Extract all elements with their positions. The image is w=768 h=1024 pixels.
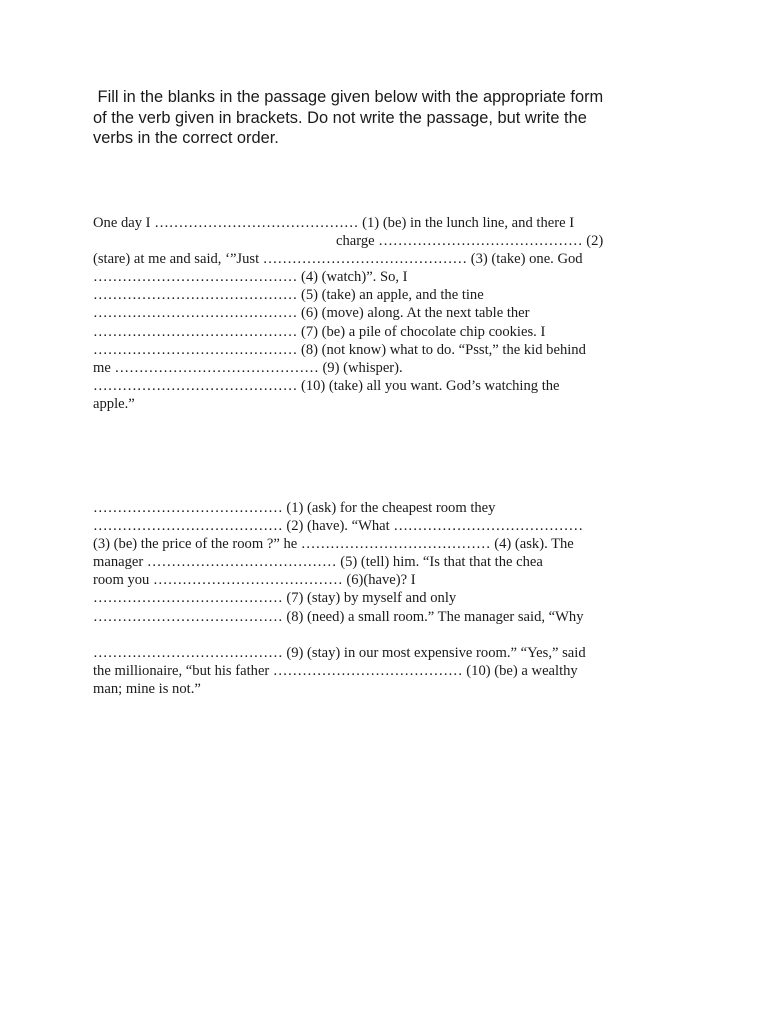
passage-line: ………………………………… (2) (have). “What ………………………………… — [93, 518, 584, 535]
passage-two — [93, 499, 683, 698]
passage-line: ………………………………… (1) (ask) for the cheapest room they — [93, 500, 496, 516]
instructions-line: of the verb given in brackets. Do not write the passage, but write the — [93, 108, 587, 127]
passage-line: …………………………………… (6) (move) along. At the next table ther — [93, 305, 530, 322]
passage-line: room you ………………………………… (6)(have)? I — [93, 572, 416, 589]
passage-line: …………………………………… (8) (not know) what to do. “Psst,” the kid behind — [93, 341, 586, 358]
passage-line: the millionaire, “but his father ………………………………… (10) (be) a wealthy — [93, 662, 578, 679]
passage-line: manager ………………………………… (5) (tell) him. “Is that that the chea — [93, 554, 543, 571]
instructions-paragraph — [93, 87, 673, 149]
passage-one — [93, 214, 683, 413]
instructions-line: verbs in the correct order. — [93, 129, 279, 147]
passage-line: me …………………………………… (9) (whisper). — [93, 359, 403, 376]
passage-line: …………………………………… (5) (take) an apple, and the tine — [93, 287, 484, 304]
passage-line: …………………………………… (7) (be) a pile of chocolate chip cookies. I — [93, 323, 546, 340]
passage-line: ………………………………… (8) (need) a small room.” The manager said, “Why — [93, 608, 584, 625]
passage-line: charge …………………………………… (2) — [336, 233, 604, 250]
instructions-line: Fill in the blanks in the passage given below with the appropriate form — [93, 88, 604, 106]
passage-line: (stare) at me and said, ‘”Just …………………………………… (3) (take) one. God — [93, 251, 583, 268]
passage-line: man; mine is not.” — [93, 680, 201, 697]
passage-line: (3) (be) the price of the room ?” he ………………………………… (4) (ask). The — [93, 536, 574, 553]
passage-line: …………………………………… (4) (watch)”. So, I — [93, 269, 408, 286]
passage-line: One day I …………………………………… (1) (be) in the lunch line, and there I — [93, 215, 575, 231]
passage-line: ………………………………… (9) (stay) in our most expensive room.” “Yes,” said — [93, 644, 586, 661]
passage-line: apple.” — [93, 395, 135, 412]
blank-line — [93, 626, 683, 644]
passage-line: ………………………………… (7) (stay) by myself and only — [93, 590, 457, 607]
passage-line: …………………………………… (10) (take) all you want. God’s watching the — [93, 377, 560, 394]
